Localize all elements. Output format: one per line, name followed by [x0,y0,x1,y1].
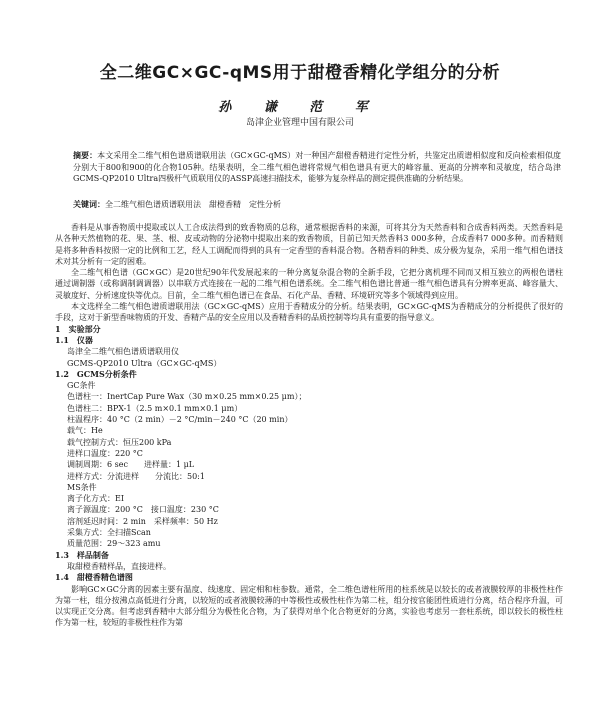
gc-condition-line: 柱温程序：40 °C（2 min）－2 °C/min－240 °C（20 min） [67,415,293,425]
keywords [73,199,561,210]
gc-condition-line: 载气：He [67,426,103,436]
keywords-label: 关键词： [73,199,105,209]
authors: 孙 谦 范 军 [218,100,382,115]
body-text [55,222,563,629]
instrument-line: GCMS-QP2010 Ultra（GC×GC-qMS） [67,358,222,368]
subsection-heading-instrument: 1.1 仪器 [55,334,93,345]
gc-condition-line: 色谱柱二：BPX-1（2.5 m×0.1 mm×0.1 μm） [67,403,243,413]
ms-condition-line: 采集方式：全扫描Scan [67,528,151,538]
affiliation: 岛津企业管理中国有限公司 [245,118,354,128]
abstract-text: 本文采用全二维气相色谱质谱联用法（GC×GC-qMS）对一种国产甜橙香精进行定性分析，共鉴定出质谱相似度和反向检索相似度分别大于800和900的化合物105种。结果表明，全二维气相色谱将常规气相色谱具有更大的峰容量、更高的分辨率和灵敏度，结合岛津GCMS-QP2010 Ultra四极杆气质联用仪的ASSP高速扫描技术，能够为复杂样品的测定提供准确的分析结果。 [73,151,562,183]
ms-condition-line: 溶剂延迟时间：2 min 采样频率：50 Hz [67,516,218,526]
subsection-heading-gcms-conditions: 1.2 GCMS分析条件 [55,368,137,379]
paper-title: 全二维GC×GC-qMS用于甜橙香精化学组分的分析 [99,63,501,83]
gc-conditions-title: GC条件 [67,381,96,391]
keywords-text: 全二维气相色谱质谱联用法 甜橙香精 定性分析 [105,200,281,209]
instrument-line: 岛津全二维气相色谱质谱联用仪 [67,347,179,357]
ms-condition-line: 质量范围：29～323 amu [67,539,161,549]
section-heading-experimental: 1 实验部分 [55,323,101,334]
abstract [73,150,561,185]
ms-condition-line: 离子源温度：200 °C 接口温度：230 °C [67,505,219,515]
chromatogram-paragraph: 影响GC×GC分离的因素主要有温度、线速度、固定相和柱参数。通常，全二维色谱柱所用的柱系统是以较长的或者液膜较厚的非极性柱作为第一柱，组分按沸点高低进行分离，以较短的或者液膜较薄的中等极性或极性柱作为第二柱，组分按官能团性质进行分离，结合程序升温，可以实现正交分离。但考虑到香精中大部分组分为极性化合物，为了获得对单个化合物更好的分离，实验也考虑另一套柱系统，即以较长的极性柱作为第一柱，较短的非极性柱作为第 [55,584,563,628]
gc-condition-line: 调制周期：6 sec 进样量：1 μL [67,460,195,470]
sample-prep-line: 取甜橙香精样品，直接进样。 [67,561,171,571]
subsection-heading-sample-prep: 1.3 样品制备 [55,549,109,560]
subsection-heading-chromatogram: 1.4 甜橙香精色谱图 [55,572,133,583]
intro-paragraph-3: 本文选样全二维气相色谱质谱联用法（GC×GC-qMS）应用于香精成分的分析。结果表明，GC×GC-qMS为香精成分的分析提供了很好的手段，这对于新型香味物质的开发、香精产品的安全应用以及香精香料的品质控制等均具有重要的指导意义。 [55,302,563,323]
gc-condition-line: 进样方式：分流进样 分流比：50:1 [67,471,205,481]
intro-paragraph-1: 香料是从事香物质中提取或以人工合成法得到的致香物质的总称，通常根据香料的来源，可将其分为天然香料和合成香料两类。天然香料是从各种天然植物的花、果、茎、根、皮或动物的分泌物中提取出来的致香物质，目前已知天然香料3 000多种，合成香料7 000多种。而香精则是将多种香料按照一定的比例和工艺，经人工调配而得到的具有一定香型的香料混合物。各精香料的种类、成分极为复杂，采用一维气相色谱技术对其分析有一定的困难。 [55,223,563,266]
intro-paragraph-2: 全二维气相色谱（GC×GC）是20世纪90年代发展起来的一种分离复杂混合物的全新手段，它把分离机理不同而又相互独立的两根色谱柱通过调制器（或称调制调调器）以串联方式连接在一起的二维气相色谱系统。全二维气相色谱比普通一维气相色谱具有分辨率更高、峰容量大、灵敏度好、分析速度快等优点。目前，全二维气相色谱已在食品、石化产品、香精、环境研究等多个领域得到应用。 [55,268,563,300]
abstract-label: 摘要： [73,150,98,160]
gc-condition-line: 色谱柱一：InertCap Pure Wax（30 m×0.25 mm×0.25 μm）； [67,392,307,402]
gc-condition-line: 载气控制方式：恒压200 kPa [67,437,172,447]
gc-condition-line: 进样口温度：220 °C [67,448,143,458]
ms-condition-line: 离子化方式：EI [67,494,124,504]
ms-conditions-title: MS条件 [67,482,97,492]
